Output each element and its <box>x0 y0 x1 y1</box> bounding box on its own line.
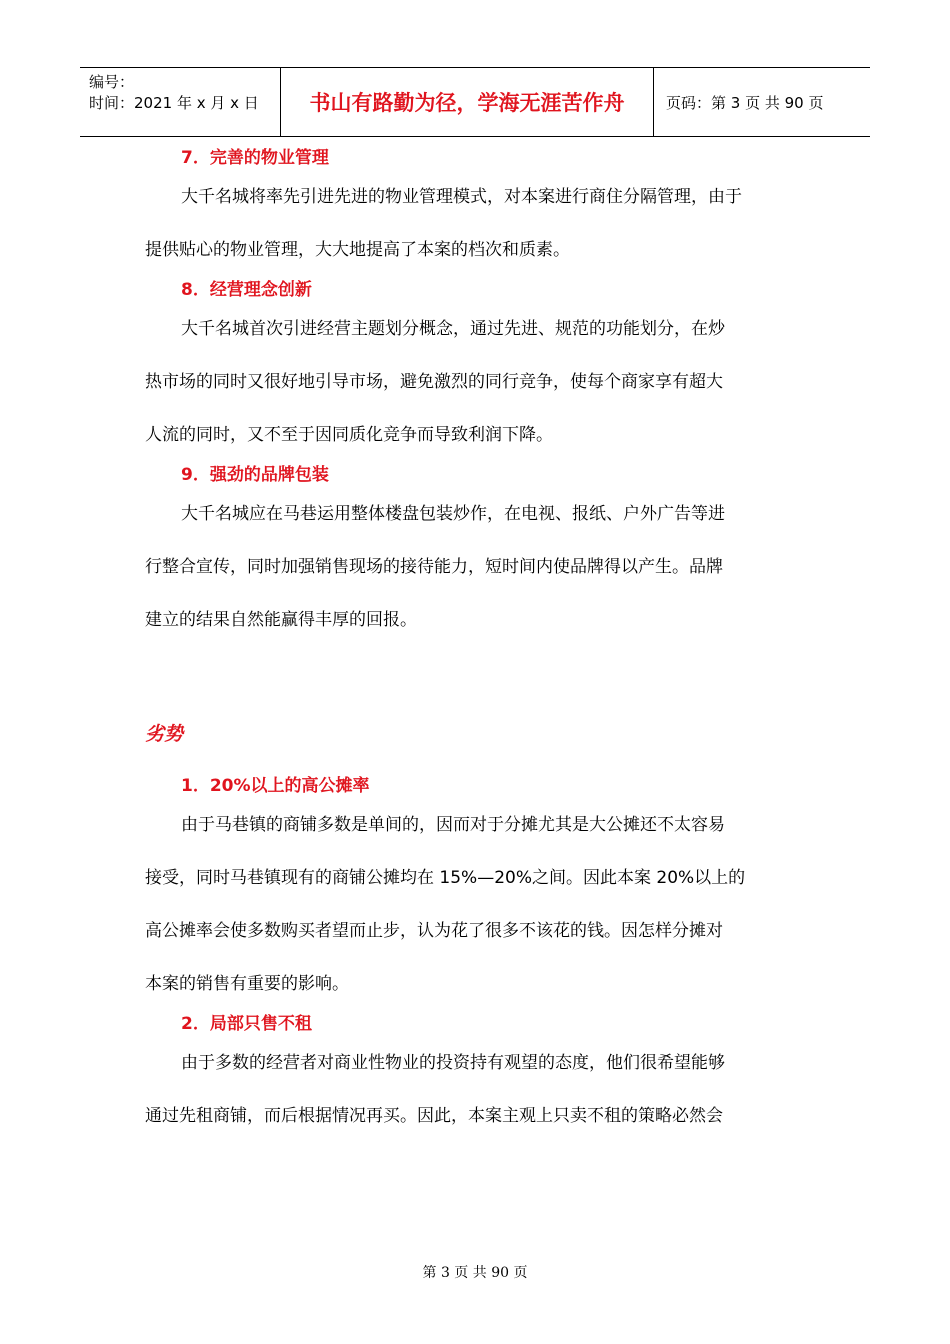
header-page-info: 页码：第 3 页 共 90 页 <box>666 93 824 112</box>
paragraph-property-management: 大千名城将率先引进先进的物业管理模式，对本案进行商住分隔管理，由于 提供贴心的物业管理，大大地提高了本案的档次和质素。 <box>145 187 742 260</box>
page-footer: 第 3 页 共 90 页 <box>422 1265 528 1281</box>
spacer <box>145 647 815 707</box>
heading-high-shared-rate: 1．20%以上的高公摊率 <box>181 776 370 796</box>
number-label: 编号： <box>89 73 135 91</box>
heading-business-concept: 8．经营理念创新 <box>181 280 312 300</box>
header-motto: 书山有路勤为径，学海无涯苦作舟 <box>281 68 654 136</box>
heading-sale-only: 2．局部只售不租 <box>181 1014 312 1034</box>
section-title-weaknesses: 劣势 <box>145 723 184 745</box>
header-meta <box>80 68 281 136</box>
paragraph-brand-packaging: 大千名城应在马巷运用整体楼盘包装炒作，在电视、报纸、户外广告等进 行整合宣传，同时加强销售现场的接待能力，短时间内使品牌得以产生。品牌 建立的结果自然能赢得丰厚的回报。 <box>145 504 725 630</box>
paragraph-business-concept: 大千名城首次引进经营主题划分概念，通过先进、规范的功能划分，在炒 热市场的同时又很好地引导市场，避免激烈的同行竞争，使每个商家享有超大 人流的同时，又不至于因同质化竞争而导致利润下降。 <box>145 319 725 445</box>
date-label: 时间：2021 年 x 月 x 日 <box>89 94 259 112</box>
page-header <box>80 67 870 137</box>
paragraph-high-shared-rate: 由于马巷镇的商铺多数是单间的，因而对于分摊尤其是大公摊还不太容易 接受，同时马巷镇现有的商铺公摊均在 15%—20%之间。因此本案 20%以上的 高公摊率会使多数购买者望而止步，认为花了很多不该花的钱。因怎样分摊对 本案的销售有重要的影响。 <box>145 815 746 994</box>
paragraph-sale-only: 由于多数的经营者对商业性物业的投资持有观望的态度，他们很希望能够 通过先租商铺，而后根据情况再买。因此，本案主观上只卖不租的策略必然会 <box>145 1053 725 1126</box>
document-body <box>145 145 815 1143</box>
heading-property-management: 7．完善的物业管理 <box>181 148 329 168</box>
heading-brand-packaging: 9．强劲的品牌包装 <box>181 465 329 485</box>
